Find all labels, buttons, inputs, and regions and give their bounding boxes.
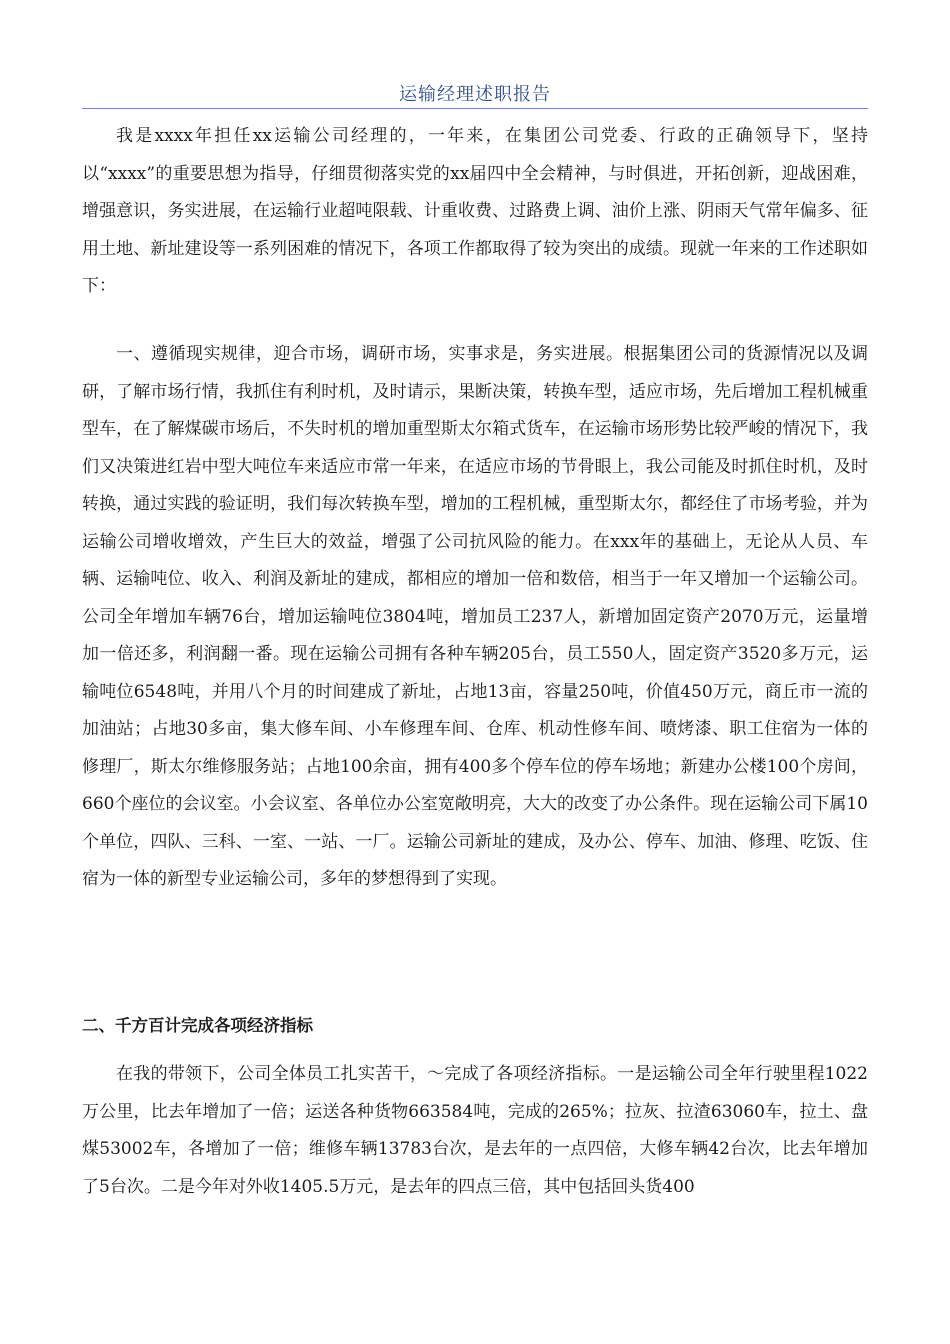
- section-2-heading: 二、千方百计完成各项经济指标: [82, 1016, 313, 1035]
- section-2-heading-block: [82, 1007, 868, 1045]
- section-2-paragraph: 在我的带领下，公司全体员工扎实苦干，～完成了各项经济指标。一是运输公司全年行驶里程1022万公里，比去年增加了一倍；运送各种货物663584吨，完成的265%；拉灰、拉渣63060车，拉土、盘煤53002车，各增加了一倍；维修车辆13783台次，是去年的一点四倍，大修车辆42台次，比去年增加了5台次。二是今年对外收1405.5万元，是去年的四点三倍，其中包括回头货400: [82, 1064, 868, 1197]
- title-underline: [82, 108, 868, 109]
- section-1-block: [82, 336, 868, 899]
- section-1-paragraph: 一、遵循现实规律，迎合市场，调研市场，实事求是，务实进展。根据集团公司的货源情况以及调研，了解市场行情，我抓住有利时机，及时请示，果断决策，转换车型，适应市场，先后增加工程机械重型车，在了解煤碳市场后，不失时机的增加重型斯太尔箱式货车，在运输市场形势比较严峻的情况下，我们又决策进红岩中型大吨位车来适应市常一年来，在适应市场的节骨眼上，我公司能及时抓住时机，及时转换，通过实践的验证明，我们每次转换车型，增加的工程机械，重型斯太尔，都经住了市场考验，并为运输公司增收增效，产生巨大的效益，增强了公司抗风险的能力。在xxx年的基础上，无论从人员、车辆、运输吨位、收入、利润及新址的建成，都相应的增加一倍和数倍，相当于一年又增加一个运输公司。公司全年增加车辆76台，增加运输吨位3804吨，增加员工237人，新增加固定资产2070万元，运量增加一倍还多，利润翻一番。现在运输公司拥有各种车辆205台，员工550人，固定资产3520多万元，运输吨位6548吨，并用八个月的时间建成了新址，占地13亩，容量250吨，价值450万元，商丘市一流的加油站；占地30多亩，集大修车间、小车修理车间、仓库、机动性修车间、喷烤漆、职工住宿为一体的修理厂，斯太尔维修服务站；占地100余亩，拥有400多个停车位的停车场地；新建办公楼100个房间，660个座位的会议室。小会议室、各单位办公室宽敞明亮，大大的改变了办公条件。现在运输公司下属10个单位，四队、三科、一室、一站、一厂。运输公司新址的建成，及办公、停车、加油、修理、吃饭、住宿为一体的新型专业运输公司，多年的梦想得到了实现。: [82, 344, 868, 889]
- intro-block: [82, 118, 868, 306]
- intro-paragraph: 我是xxxx年担任xx运输公司经理的，一年来，在集团公司党委、行政的正确领导下，坚持以“xxxx”的重要思想为指导，仔细贯彻落实党的xx届四中全会精神，与时俱进，开拓创新，迎战困难，增强意识，务实进展，在运输行业超吨限载、计重收费、过路费上调、油价上涨、阴雨天气常年偏多、征用土地、新址建设等一系列困难的情况下，各项工作都取得了较为突出的成绩。现就一年来的工作述职如下：: [82, 126, 868, 296]
- document-title: 运输经理述职报告: [399, 84, 551, 105]
- section-2-block: [82, 1056, 868, 1206]
